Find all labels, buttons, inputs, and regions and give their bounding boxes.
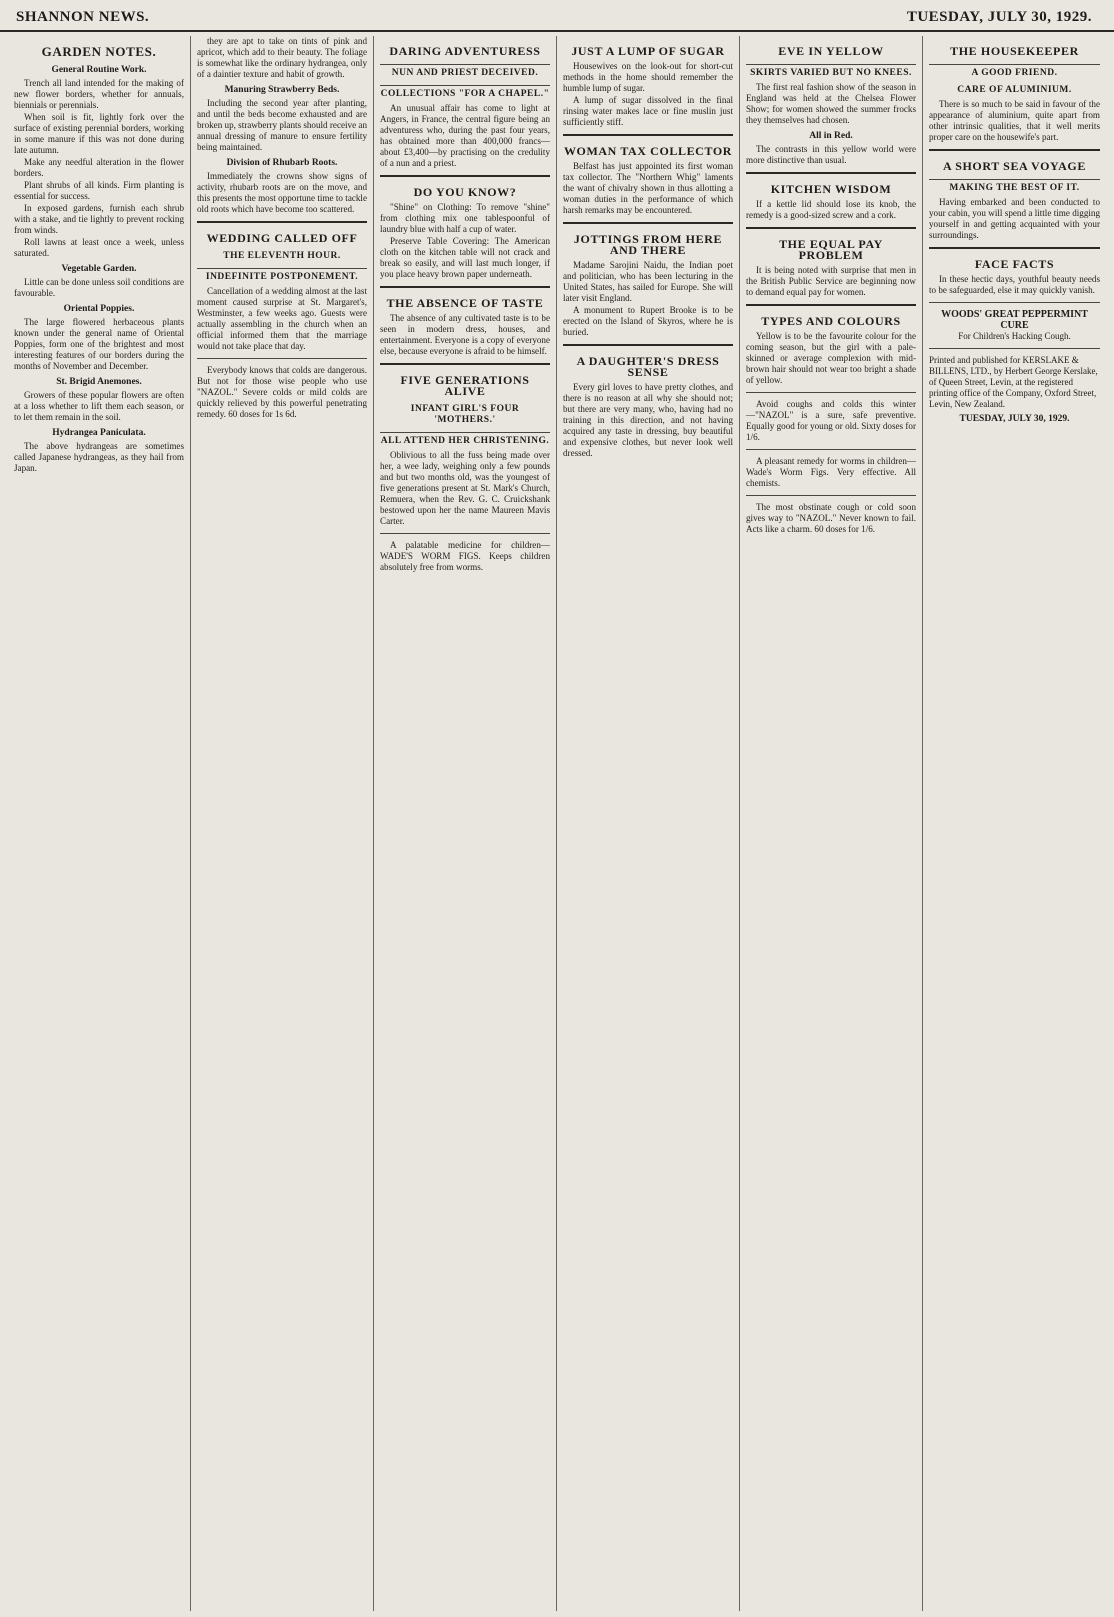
paragraph: Having embarked and been conducted to your cabin, you will spend a little time digging yourself in and getting acquainted with your surroundings. (929, 197, 1100, 240)
column-4 (557, 36, 740, 1611)
subhead-christening: ALL ATTEND HER CHRISTENING. (380, 432, 550, 450)
headline-lump-of-sugar: JUST A LUMP OF SUGAR (571, 44, 725, 58)
paragraph: Cancellation of a wedding almost at the last moment caused surprise at St. Margaret's, Westminster, a few weeks ago. Guests were actually assembling in the church when an official informed them that the marriage would not take place that day. (197, 286, 367, 351)
advert-tagline: For Children's Hacking Cough. (958, 331, 1071, 341)
headline-five-generations: FIVE GENERATIONS ALIVE (380, 363, 550, 401)
masthead (0, 0, 1114, 32)
subhead-aluminium: CARE OF ALUMINIUM. (957, 85, 1072, 95)
subhead-four-mothers: INFANT GIRL'S FOUR 'MOTHERS.' (410, 404, 520, 425)
column-6 (923, 36, 1106, 1611)
headline-wedding-called-off: WEDDING CALLED OFF (197, 221, 367, 248)
paragraph: Trench all land intended for the making of new flower borders, whether for annuals, biennials or perennials. (14, 78, 184, 110)
advert-peppermint-cure (929, 302, 1100, 342)
paragraph: The first real fashion show of the season in England was held at the Chelsea Flower Show; for women showed the summer frocks they themselves had chosen. (746, 82, 916, 125)
paragraph: Housewives on the look-out for short-cut methods in the home should remember the humble lump of sugar. (563, 61, 733, 93)
subhead-hydrangea: Hydrangea Paniculata. (52, 428, 146, 438)
headline-types-and-colours: TYPES AND COLOURS (746, 304, 916, 331)
paper-name: SHANNON NEWS. (16, 9, 150, 25)
paragraph: An unusual affair has come to light at Angers, in France, the central figure being an adventuress who, during the past four years, has obtained more than 400,000 francs—about £3,400—by practising on the credulity of a nun and a priest. (380, 103, 550, 168)
paragraph: The large flowered herbaceous plants known under the general name of Oriental Poppies, form one of the brightest and most interesting features of our borders during the months of November and December. (14, 317, 184, 371)
column-2 (191, 36, 374, 1611)
paragraph: Make any needful alteration in the flower borders. (14, 157, 184, 178)
subhead-rhubarb: Division of Rhubarb Roots. (226, 158, 338, 168)
newspaper-columns (8, 36, 1106, 1611)
paragraph: Every girl loves to have pretty clothes, and there is no reason at all why she should not; but there are very many, who, having had no training in this direction, and not having acquired any taste in dressing, buy beautiful and expensive clothes, but never look well dressed. (563, 382, 733, 458)
advert-text: A palatable medicine for children—WADE'S WORM FIGS. Keeps children absolutely free from worms. (380, 540, 550, 572)
headline-housekeeper: THE HOUSEKEEPER (950, 44, 1079, 58)
headline-short-sea-voyage: A SHORT SEA VOYAGE (929, 149, 1100, 176)
headline-garden-notes: GARDEN NOTES. (41, 44, 157, 59)
paragraph: A lump of sugar dissolved in the final rinsing water makes lace or fine muslin just sufficiently stiff. (563, 95, 733, 127)
subhead-collections: COLLECTIONS "FOR A CHAPEL." (380, 85, 550, 103)
headline-absence-of-taste: THE ABSENCE OF TASTE (380, 286, 550, 313)
subhead-postponement: INDEFINITE POSTPONEMENT. (197, 268, 367, 286)
imprint: Printed and published for KERSLAKE & BILLENS, LTD., by Herbert George Kerslake, of Queen Street, Levin, at the registered printing office of the Company, Oxford Street, Levin, New Zealand. (929, 348, 1100, 410)
headline-kitchen-wisdom: KITCHEN WISDOM (746, 172, 916, 199)
paragraph: In exposed gardens, furnish each shrub with a stake, and tie lightly to prevent rocking from winds. (14, 203, 184, 235)
paragraph: Oblivious to all the fuss being made over her, a wee lady, weighing only a few pounds and but two months old, was the youngest of five generations present at St. Mark's Church, Remuera, when the Rev. G. C. Cruickshank bestowed upon her the name Maureen Mavis Carter. (380, 450, 550, 526)
paragraph: It is being noted with surprise that men in the British Public Service are beginning now to demand equal pay for women. (746, 265, 916, 297)
paragraph: There is so much to be said in favour of the appearance of aluminium, quite apart from other intrinsic qualities, that it well merits proper care on the housewife's part. (929, 99, 1100, 142)
paragraph: Madame Sarojini Naidu, the Indian poet and politician, who has been lecturing in the United States, has sailed for Europe. She will later visit England. (563, 260, 733, 303)
headline-face-facts: FACE FACTS (929, 247, 1100, 274)
paragraph: A monument to Rupert Brooke is to be erected on the Island of Skyros, where he is buried. (563, 305, 733, 337)
paragraph: Yellow is to be the favourite colour for the coming season, but the girl with a pale-skinned or average complexion with mid-brown hair should not wear too bright a shade of yellow. (746, 331, 916, 385)
headline-woman-tax-collector: WOMAN TAX COLLECTOR (563, 134, 733, 161)
advert-worm-figs-2 (746, 449, 916, 489)
subhead-good-friend: A GOOD FRIEND. (929, 64, 1100, 82)
issue-date: TUESDAY, JULY 30, 1929. (906, 9, 1092, 25)
advert-headline: WOODS' GREAT PEPPERMINT CURE (941, 309, 1088, 331)
column-1 (8, 36, 191, 1611)
subhead-skirts-varied: SKIRTS VARIED BUT NO KNEES. (746, 64, 916, 82)
paragraph: Belfast has just appointed its first woman tax collector. The "Northern Whig" laments the want of chivalry shown in thus allotting a woman duties in the performance of which harsh remarks may be encountered. (563, 161, 733, 215)
subhead-nun-priest: NUN AND PRIEST DECEIVED. (380, 64, 550, 82)
advert-nazol-3 (746, 495, 916, 535)
subhead-oriental-poppies: Oriental Poppies. (63, 304, 135, 314)
headline-equal-pay: THE EQUAL PAY PROBLEM (746, 227, 916, 265)
paragraph: they are apt to take on tints of pink and apricot, which add to their beauty. The foliage is somewhat like the ordinary hydrangea, only of a daintier texture and habit of growth. (197, 36, 367, 79)
advert-text: Avoid coughs and colds this winter—"NAZOL" is a sure, safe preventive. Equally good for young or old. Sixty doses for 1/6. (746, 399, 916, 442)
paragraph: Preserve Table Covering: The American cloth on the kitchen table will not crack and break so easily, and will last much longer, if you place heavy brown paper underneath. (380, 236, 550, 279)
paragraph: Plant shrubs of all kinds. Firm planting is essential for success. (14, 180, 184, 201)
subhead-vegetable-garden: Vegetable Garden. (61, 264, 137, 274)
paragraph: Roll lawns at least once a week, unless saturated. (14, 237, 184, 258)
headline-eve-in-yellow: EVE IN YELLOW (778, 44, 884, 58)
subhead-eleventh-hour: THE ELEVENTH HOUR. (223, 251, 341, 261)
advert-nazol-2 (746, 392, 916, 443)
column-3 (374, 36, 557, 1611)
paragraph: The contrasts in this yellow world were more distinctive than usual. (746, 144, 916, 165)
advert-text: Everybody knows that colds are dangerous. But not for those wise people who use "NAZOL." Severe colds or mild colds are quickly relieved by this powerful penetrating remedy. 60 doses for 1s 6d. (197, 365, 367, 419)
paragraph: In these hectic days, youthful beauty needs to be safeguarded, else it may quickly vanish. (929, 274, 1100, 295)
paragraph: Growers of these popular flowers are often at a loss whether to lift them each season, or to let them remain in the soil. (14, 390, 184, 422)
headline-daring-adventuress: DARING ADVENTURESS (389, 44, 541, 58)
subhead-routine-work: General Routine Work. (51, 65, 147, 75)
subhead-strawberry: Manuring Strawberry Beds. (224, 85, 340, 95)
paragraph: When soil is fit, lightly fork over the surface of existing perennial borders, working in some manure if this was not done during late autumn. (14, 112, 184, 155)
paragraph: Little can be done unless soil conditions are favourable. (14, 277, 184, 298)
paragraph: Including the second year after planting, and until the beds become exhausted and are broken up, strawberry plants should receive an annual dressing of manure to ensure fertility being maintained. (197, 98, 367, 152)
paragraph: The absence of any cultivated taste is to be seen in modern dress, houses, and entertainment. Everyone is a copy of everyone else, because everyone is afraid to be himself. (380, 313, 550, 356)
subhead-best-of-it: MAKING THE BEST OF IT. (929, 179, 1100, 197)
advert-worm-figs (380, 533, 550, 573)
headline-dress-sense: A DAUGHTER'S DRESS SENSE (563, 344, 733, 382)
subhead-all-in-red: All in Red. (809, 131, 853, 141)
headline-jottings: JOTTINGS FROM HERE AND THERE (563, 222, 733, 260)
advert-text: A pleasant remedy for worms in children—Wade's Worm Figs. Very effective. All chemists. (746, 456, 916, 488)
column-5 (740, 36, 923, 1611)
paragraph: "Shine" on Clothing: To remove "shine" from clothing mix one tablespoonful of laundry blue with half a cup of water. (380, 202, 550, 234)
footer-date: TUESDAY, JULY 30, 1929. (959, 414, 1070, 424)
paragraph: Immediately the crowns show signs of activity, rhubarb roots are on the move, and this presents the most opportune time to tackle old roots which have become too scattered. (197, 171, 367, 214)
advert-nazol (197, 358, 367, 420)
paragraph: If a kettle lid should lose its knob, the remedy is a good-sized screw and a cork. (746, 199, 916, 220)
headline-do-you-know: DO YOU KNOW? (380, 175, 550, 202)
paragraph: The above hydrangeas are sometimes called Japanese hydrangeas, as they hail from Japan. (14, 441, 184, 473)
subhead-anemones: St. Brigid Anemones. (56, 377, 142, 387)
advert-text: The most obstinate cough or cold soon gives way to "NAZOL." Never known to fail. Acts like a charm. 60 doses for 1/6. (746, 502, 916, 534)
